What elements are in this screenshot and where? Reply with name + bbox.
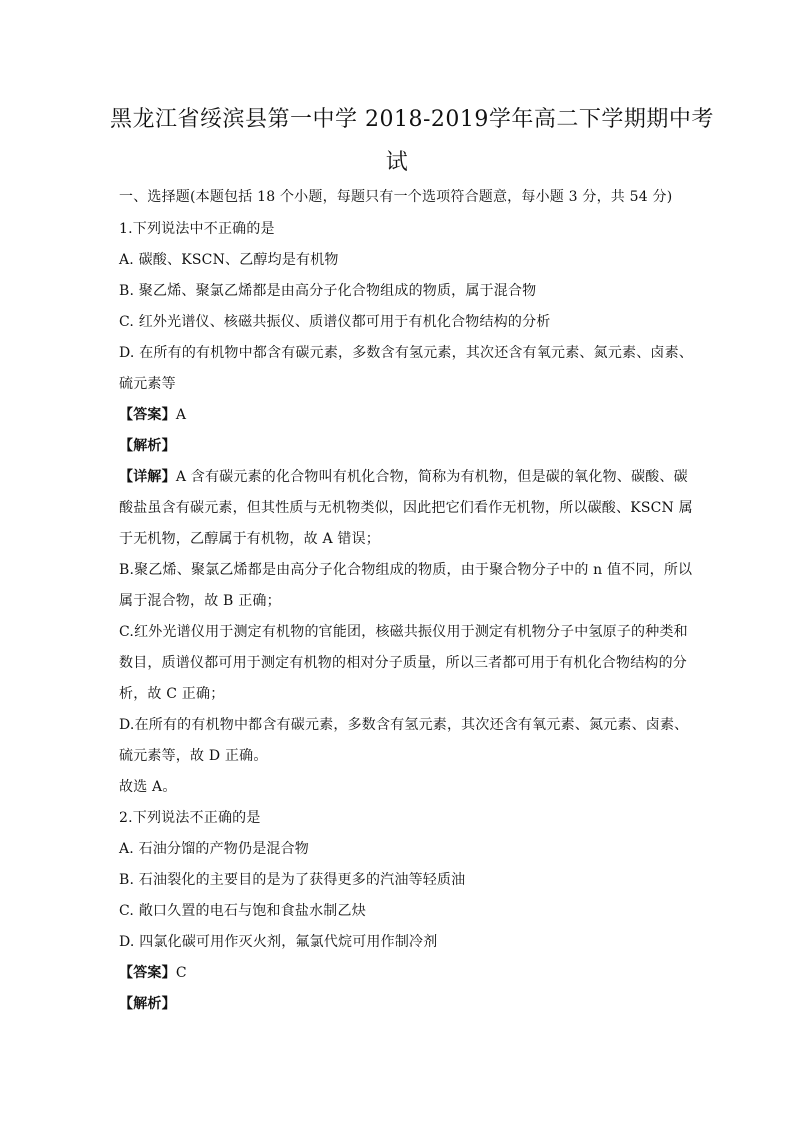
question-2-option-d: D. 四氯化碳可用作灭火剂，氟氯代烷可用作制冷剂 <box>119 934 438 950</box>
detail-text: A 含有碳元素的化合物叫有机化合物，简称为有机物，但是碳的氧化物、碳酸、碳 <box>175 469 688 485</box>
question-2-option-b: B. 石油裂化的主要目的是为了获得更多的汽油等轻质油 <box>119 872 466 888</box>
question-2-option-c: C. 敞口久置的电石与饱和食盐水制乙炔 <box>119 903 366 919</box>
question-2-answer <box>119 962 187 982</box>
question-1-option-b: B. 聚乙烯、聚氯乙烯都是由高分子化合物组成的物质，属于混合物 <box>119 283 537 299</box>
question-1-detail-line-6: C.红外光谱仪用于测定有机物的官能团，核磁共振仪用于测定有机物分子中氢原子的种类和 <box>119 624 688 640</box>
document-title-line-1: 黑龙江省绥滨县第一中学 2018-2019学年高二下学期期中考 <box>110 107 714 132</box>
question-1-option-a: A. 碳酸、KSCN、乙醇均是有机物 <box>119 252 339 268</box>
question-1-detail-line-7: 数目，质谱仪都可用于测定有机物的相对分子质量，所以三者都可用于有机化合物结构的分 <box>119 655 687 671</box>
question-1-conclusion: 故选 A。 <box>119 779 177 795</box>
question-1-detail-line-8: 析，故 C 正确； <box>119 686 225 702</box>
question-1-detail-line-9: D.在所有的有机物中都含有碳元素，多数含有氢元素，其次还含有氧元素、氮元素、卤素、 <box>119 717 689 733</box>
question-1-stem: 1.下列说法中不正确的是 <box>119 221 275 237</box>
question-1-detail-line-2: 酸盐虽含有碳元素，但其性质与无机物类似，因此把它们看作无机物，所以碳酸、KSCN 属 <box>119 500 693 516</box>
question-1-detail-line-10: 硫元素等，故 D 正确。 <box>119 748 268 764</box>
document-title-line-2: 试 <box>385 150 409 175</box>
answer-tag: 【答案】 <box>119 965 176 981</box>
question-1-option-d-continued: 硫元素等 <box>119 376 176 392</box>
answer-value: C <box>175 965 187 981</box>
question-1-option-d: D. 在所有的有机物中都含有碳元素，多数含有氢元素，其次还含有氧元素、氮元素、卤素、 <box>119 345 694 361</box>
analysis-tag: 【解析】 <box>119 438 176 454</box>
answer-value: A <box>175 407 187 423</box>
question-1-detail-line-3: 于无机物，乙醇属于有机物，故 A 错误； <box>119 531 381 547</box>
question-1-detail-line-1 <box>119 466 688 486</box>
question-1-answer <box>119 404 186 424</box>
question-1-analysis-tag <box>119 435 176 455</box>
question-2-analysis-tag <box>119 993 176 1013</box>
question-2-option-a: A. 石油分馏的产物仍是混合物 <box>119 841 310 857</box>
analysis-tag: 【解析】 <box>119 996 176 1012</box>
answer-tag: 【答案】 <box>119 407 176 423</box>
detail-tag: 【详解】 <box>119 469 176 485</box>
question-2-stem: 2.下列说法不正确的是 <box>119 810 261 826</box>
question-1-detail-line-5: 属于混合物，故 B 正确； <box>119 593 281 609</box>
question-1-option-c: C. 红外光谱仪、核磁共振仪、质谱仪都可用于有机化合物结构的分析 <box>119 314 551 330</box>
question-1-detail-line-4: B.聚乙烯、聚氯乙烯都是由高分子化合物组成的物质，由于聚合物分子中的 n 值不同，所以 <box>119 562 693 578</box>
section-heading: 一、选择题(本题包括 18 个小题，每题只有一个选项符合题意，每小题 3 分，共 54 分) <box>119 189 673 205</box>
